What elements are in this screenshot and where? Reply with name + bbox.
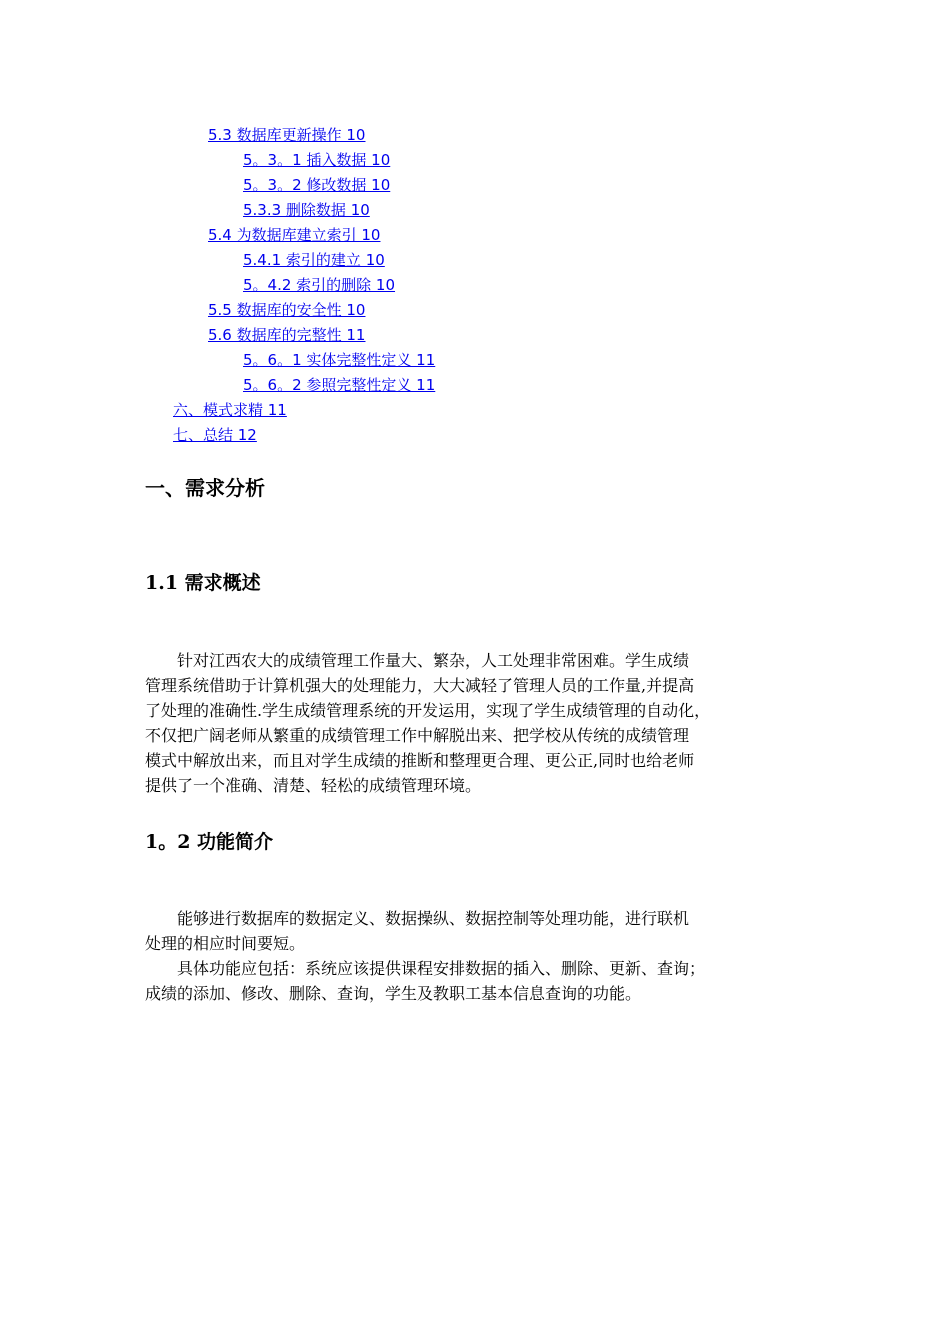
toc-link-5-5[interactable]: 5.5 数据库的安全性 10 xyxy=(208,301,366,319)
toc-link-5-6-2[interactable]: 5。6。2 参照完整性定义 11 xyxy=(243,376,436,394)
section-heading-1-1: 1.1 需求概述 xyxy=(145,572,261,594)
toc-link-5-6[interactable]: 5.6 数据库的完整性 11 xyxy=(208,326,366,344)
text-line: 成绩的添加、修改、删除、查询，学生及教职工基本信息查询的功能。 xyxy=(145,984,642,1003)
text-line: 不仅把广阔老师从繁重的成绩管理工作中解脱出来、把学校从传统的成绩管理 xyxy=(145,726,690,745)
toc-link-5-3[interactable]: 5.3 数据库更新操作 10 xyxy=(208,126,366,144)
text-line: 能够进行数据库的数据定义、数据操纵、数据控制等处理功能，进行联机 xyxy=(177,909,690,928)
toc-link-7[interactable]: 七、总结 12 xyxy=(173,426,257,444)
toc-link-5-4-1[interactable]: 5.4.1 索引的建立 10 xyxy=(243,251,385,269)
toc-link-5-3-1[interactable]: 5。3。1 插入数据 10 xyxy=(243,151,391,169)
toc-link-5-6-1[interactable]: 5。6。1 实体完整性定义 11 xyxy=(243,351,436,369)
text-line: 具体功能应包括：系统应该提供课程安排数据的插入、删除、更新、查询； xyxy=(177,959,706,978)
toc-link-5-3-3[interactable]: 5.3.3 删除数据 10 xyxy=(243,201,370,219)
text-line: 模式中解放出来，而且对学生成绩的推断和整理更合理、更公正,同时也给老师 xyxy=(145,751,695,770)
text-line: 了处理的准确性.学生成绩管理系统的开发运用，实现了学生成绩管理的自动化， xyxy=(145,701,711,720)
paragraph-requirements-overview xyxy=(145,648,815,798)
toc-link-6[interactable]: 六、模式求精 11 xyxy=(173,401,287,419)
paragraph-function-intro-1 xyxy=(145,906,815,956)
text-line: 管理系统借助于计算机强大的处理能力，大大减轻了管理人员的工作量,并提高 xyxy=(145,676,695,695)
text-line: 针对江西农大的成绩管理工作量大、繁杂，人工处理非常困难。学生成绩 xyxy=(177,651,690,670)
section-heading-1: 一、需求分析 xyxy=(145,476,265,500)
toc-link-5-3-2[interactable]: 5。3。2 修改数据 10 xyxy=(243,176,391,194)
section-heading-1-2: 1。2 功能简介 xyxy=(145,831,274,853)
toc-link-5-4-2[interactable]: 5。4.2 索引的删除 10 xyxy=(243,276,396,294)
paragraph-function-intro-2 xyxy=(145,956,815,1006)
text-line: 提供了一个准确、清楚、轻松的成绩管理环境。 xyxy=(145,776,482,795)
text-line: 处理的相应时间要短。 xyxy=(145,934,306,953)
toc-link-5-4[interactable]: 5.4 为数据库建立索引 10 xyxy=(208,226,381,244)
